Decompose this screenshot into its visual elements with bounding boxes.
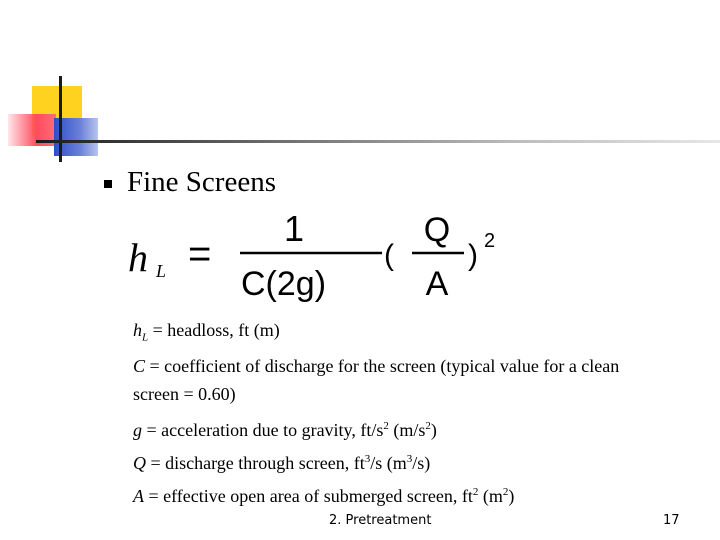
def-hl-sub: L (142, 331, 149, 344)
square-bullet-icon (104, 180, 112, 188)
formula-equals: = (188, 232, 212, 276)
formula-denominator: C(2g) (241, 265, 327, 303)
definition-coefficient (133, 354, 619, 378)
def-q-text-a: = discharge through screen, ft (146, 453, 365, 473)
definition-coefficient-cont (133, 382, 236, 406)
def-a-sup2: 2 (502, 486, 509, 498)
def-c-var: C (133, 356, 146, 376)
slide-heading: Fine Screens (127, 166, 276, 198)
def-c-line1: = coefficient of discharge for the screen (typical value for a clean (145, 356, 620, 376)
decor-horizontal-rule (36, 140, 720, 143)
def-g-text-b: (m/s (388, 420, 426, 440)
formula-exponent: 2 (484, 230, 496, 252)
def-q-sup1: 3 (364, 453, 371, 465)
page-number: 17 (663, 513, 680, 528)
formula-numerator: 1 (283, 208, 305, 249)
definition-discharge (133, 451, 430, 475)
def-a-text-b: (m (478, 486, 503, 506)
def-q-text-b: /s (m (370, 453, 407, 473)
definition-area (133, 484, 514, 508)
formula-lhs-var: h (128, 235, 148, 280)
def-g-sup2: 2 (425, 420, 431, 432)
def-g-sup1: 2 (383, 420, 389, 432)
def-c-line2: screen = 0.60) (133, 384, 236, 404)
def-g-var: g (133, 420, 142, 440)
def-a-var: A (133, 486, 144, 506)
def-q-var: Q (133, 453, 146, 473)
def-a-text-a: = effective open area of submerged screen, ft (144, 486, 473, 506)
def-a-sup1: 2 (472, 486, 479, 498)
definition-headloss (133, 318, 280, 342)
footer-title: 2. Pretreatment (329, 513, 432, 528)
formula-ratio-top: Q (423, 211, 451, 249)
def-g-text-c: ) (430, 420, 437, 440)
def-q-text-c: /s) (412, 453, 431, 473)
formula-ratio-bottom: A (425, 265, 449, 303)
formula-open-paren: ( (384, 239, 394, 272)
formula-close-paren: ) (468, 239, 478, 272)
def-a-text-c: ) (508, 486, 515, 506)
headloss-formula (126, 205, 506, 305)
formula-lhs-sub: L (156, 261, 167, 281)
def-hl-text: = headloss, ft (m) (148, 320, 280, 340)
def-q-sup2: 3 (406, 453, 413, 465)
def-g-text-a: = acceleration due to gravity, ft/s (142, 420, 384, 440)
def-hl-var: h (133, 320, 142, 340)
definition-gravity (133, 418, 437, 442)
decor-vertical-line (59, 76, 62, 162)
